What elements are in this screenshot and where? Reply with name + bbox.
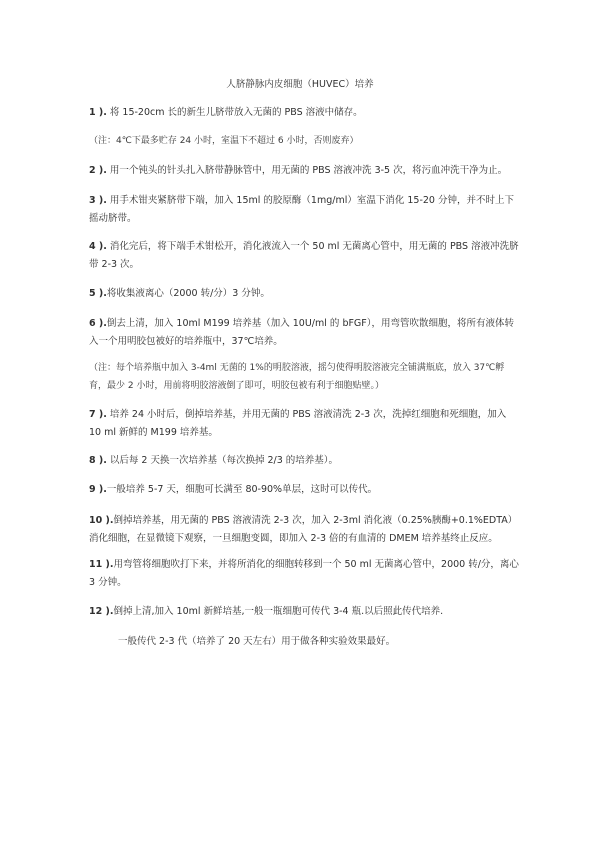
step-number: 6 ). [89,318,107,329]
step-text: 将 15-20cm 长的新生儿脐带放入无菌的 PBS 溶液中储存。 [106,107,363,118]
step-5 [89,285,519,303]
step-number: 8 ). [89,455,107,466]
step-text: 用弯管将细胞吹打下来，并将所消化的细胞转移到一个 50 ml 无菌离心管中，2000 转/分，离心 3 分钟。 [89,559,519,588]
step-10 [89,512,519,547]
step-7 [89,406,519,441]
step-number: 3 ). [89,195,107,206]
step-12 [89,603,519,621]
step-number: 4 ). [89,241,107,252]
step-number: 2 ). [89,165,107,176]
step-1 [89,104,519,122]
step-text: 一般培养 5-7 天，细胞可长满至 80-90%单层，这时可以传代。 [106,484,378,495]
step-text: 培养 24 小时后，倒掉培养基，并用无菌的 PBS 溶液清洗 2-3 次，洗掉红细胞和死细胞，加入 10 ml 新鲜的 M199 培养基。 [89,409,507,438]
step-text: 用一个钝头的针头扎入脐带静脉管中，用无菌的 PBS 溶液冲洗 3-5 次，将污血冲洗干净为止。 [106,165,508,176]
step-2 [89,162,519,180]
step-number: 12 ). [89,606,114,617]
note-gelatin: （注：每个培养瓶中加入 3-4ml 无菌的 1%的明胶溶液，摇匀使得明胶溶液完全铺满瓶底，放入 37℃孵育，最少 2 小时，用前将明胶溶液倒了即可，明胶包被有利于细胞贴壁。） [89,363,505,391]
step-number: 9 ). [89,484,107,495]
closing-remark: 一般传代 2-3 代（培养了 20 天左右）用于做各种实验效果最好。 [118,636,396,647]
step-text: 倒掉上清,加入 10ml 新鲜培基,一般一瓶细胞可传代 3-4 瓶.以后照此传代培养. [113,606,444,617]
step-number: 11 ). [89,559,114,570]
step-number: 1 ). [89,107,107,118]
step-8 [89,452,519,470]
step-4 [89,238,519,273]
step-text: 用手术钳夹紧脐带下端，加入 15ml 的胶原酶（1mg/ml）室温下消化 15-20 分钟，并不时上下摇动脐带。 [89,195,514,224]
step-number: 7 ). [89,409,107,420]
step-text: 消化完后，将下端手术钳松开，消化液流入一个 50 ml 无菌离心管中，用无菌的 PBS 溶液冲洗脐带 2-3 次。 [89,241,519,270]
step-text: 倒去上清，加入 10ml M199 培养基（加入 10U/ml 的 bFGF），用弯管吹散细胞，将所有液体转入一个用明胶包被好的培养瓶中，37℃培养。 [89,318,515,347]
step-text: 以后每 2 天换一次培养基（每次换掉 2/3 的培养基）。 [106,455,339,466]
step-text: 将收集液离心（2000 转/分）3 分钟。 [106,288,270,299]
step-text: 倒掉培养基，用无菌的 PBS 溶液清洗 2-3 次，加入 2-3ml 消化液（0.25%胰酶+0.1%EDTA）消化细胞，在显微镜下观察，一旦细胞变圆，即加入 2-3 倍的有血清的 DMEM 培养基终止反应。 [89,515,518,544]
note-storage: （注：4℃下最多贮存 24 小时，室温下不超过 6 小时，否则废弃） [89,136,359,146]
step-3 [89,192,519,227]
document-title: 人脐静脉内皮细胞（HUVEC）培养 [226,79,374,90]
step-6 [89,315,519,350]
step-9 [89,481,519,499]
step-number: 10 ). [89,515,114,526]
step-11 [89,556,519,591]
step-number: 5 ). [89,288,107,299]
